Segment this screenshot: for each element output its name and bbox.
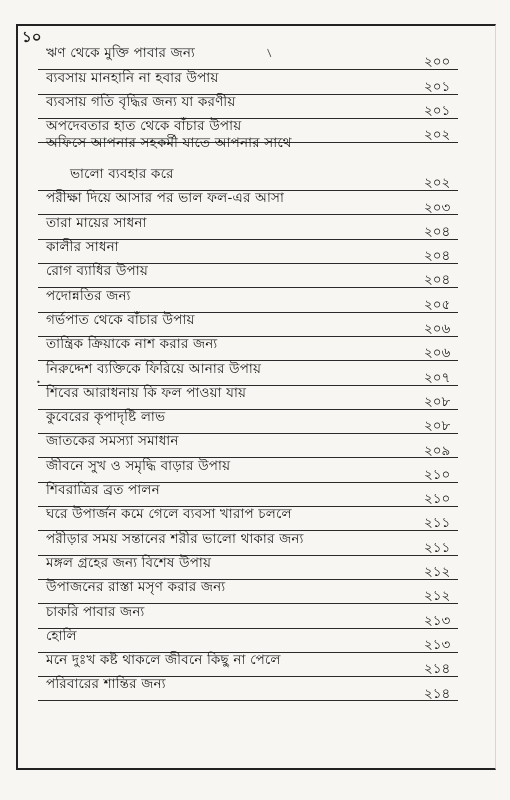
- toc-entry-title: [46, 649, 281, 672]
- ink-dot: •: [36, 378, 41, 387]
- toc-entry-title-line: মনে দুঃখ কষ্ট থাকলে জীবনে কিছু না পেলে: [46, 652, 281, 669]
- toc-entry-title-line: জীবনে সুখ ও সমৃদ্ধি বাড়ার উপায়: [46, 457, 231, 474]
- toc-entry-title-line: নিরুদ্দেশ ব্যক্তিকে ফিরিয়ে আনার উপায়: [46, 360, 262, 377]
- toc-entry-title-line: উপাজনের রাস্তা মসৃণ করার জন্য: [46, 579, 226, 596]
- toc-entry-title-line: কুবেরের কৃপাদৃষ্টি লাভ: [46, 409, 166, 426]
- pen-mark: /: [264, 48, 275, 59]
- toc-entry-title: [46, 309, 195, 332]
- toc-entry-title: [46, 187, 284, 210]
- toc-entry-page: ২১৩: [424, 612, 451, 629]
- toc-entry-page: ২০৫: [424, 296, 451, 313]
- page-number: ১০: [22, 28, 42, 46]
- toc-entry-page: ২১১: [424, 515, 451, 532]
- toc-entry-page: ২০১: [424, 102, 451, 119]
- toc-entry-title-line: অপদেবতার হাত থেকে বাঁচার উপায়: [46, 118, 242, 135]
- toc-entry-page: ২১২: [424, 564, 451, 580]
- toc-entry-page: ২১০: [424, 466, 451, 483]
- toc-entry-page: ২০৮: [424, 418, 451, 435]
- toc-entry-page: ২১২: [424, 588, 451, 605]
- toc-entry-title-line: হোলি: [46, 627, 77, 644]
- toc-entry-title: [46, 236, 119, 259]
- toc-entry-title-line: ঋণ থেকে মুক্তি পাবার জন্য: [46, 45, 196, 62]
- toc-entry-title: [46, 503, 292, 526]
- toc-entry-title-line: ভালো ব্যবহার করে: [70, 166, 174, 183]
- toc-row: [38, 604, 458, 628]
- toc-entry-page: ২০৪: [424, 223, 451, 240]
- toc-entry-page: ২১৩: [424, 636, 451, 653]
- toc-entry-title-line: কালীর সাধনা: [46, 239, 119, 256]
- toc-entry-title-line: গর্ভপাত থেকে বাঁচার উপায়: [46, 311, 195, 328]
- toc-entry-title: [46, 576, 225, 599]
- toc-entry-title: [46, 285, 131, 308]
- toc-entry-page: ২১৪: [424, 661, 451, 678]
- toc-entry-page: ২০০: [424, 54, 451, 71]
- toc-entry-title: [46, 67, 219, 90]
- toc-entry-title-line: তান্ত্রিক ক্রিয়াকে নাশ করার জন্য: [46, 336, 218, 353]
- toc-entry-title: [46, 42, 195, 65]
- toc-entry-title: [46, 382, 246, 405]
- toc-entry-title: [46, 333, 217, 356]
- toc-entry-page: ২০৬: [424, 321, 451, 337]
- toc-entry-page: ২০৯: [424, 442, 451, 459]
- toc-entry-title: [46, 601, 145, 624]
- toc-entry-title-line: জাতকের সমস্যা সমাধান: [46, 433, 179, 450]
- toc-entry-title: [46, 212, 147, 235]
- toc-entry-title: [46, 406, 165, 429]
- toc-entry-page: ২০৭: [424, 369, 451, 386]
- toc-entry-title-line: শিবের আরাধনায় কি ফল পাওয়া যায়: [46, 384, 247, 401]
- toc-entry-title-line: চাকরি পাবার জন্য: [46, 603, 145, 620]
- toc-entry-title-line: অফিসে আপনার সহকর্মী যাতে আপনার সাথে: [46, 135, 292, 152]
- toc-entry-page: ২১৪: [424, 685, 451, 702]
- toc-entry-page: ২০১: [424, 78, 451, 95]
- toc-entry-title: [46, 91, 236, 114]
- toc-entry-title: [46, 552, 211, 575]
- toc-entry-title: [46, 528, 304, 551]
- toc-entry-title-line: ব্যবসায় গতি বৃদ্ধির জন্য যা করণীয়: [46, 93, 236, 110]
- toc-entry-page: ২০৩: [424, 199, 451, 216]
- toc-entry-page: ২০২: [424, 127, 451, 144]
- toc-entry-title-line: শিবরাত্রির ব্রত পালন: [46, 482, 160, 499]
- toc-row: [38, 677, 458, 701]
- toc-entry-title-line: পরিবারের শান্তির জন্য: [46, 676, 166, 693]
- toc-entry-title: [46, 132, 292, 186]
- toc-entry-title: [46, 455, 230, 478]
- toc-entry-title: [46, 625, 77, 648]
- toc-entry-title: [46, 673, 166, 696]
- toc-entry-title-line: তারা মায়ের সাধনা: [46, 214, 147, 231]
- toc-entry-title: [46, 260, 148, 283]
- toc-entry-page: ২০২: [424, 175, 451, 192]
- toc-entry-title-line: পরীড়ার সময় সন্তানের শরীর ভালো থাকার জন্য: [46, 530, 304, 547]
- toc-entry-page: ২০৪: [424, 248, 451, 265]
- toc-entry-page: ২১০: [424, 491, 451, 508]
- toc-entry-title-line: ঘরে উপার্জন কমে গেলে ব্যবসা খারাপ চললে: [46, 506, 292, 523]
- toc-entry-page: ২০৮: [424, 393, 451, 410]
- toc-entry-title: [46, 358, 261, 381]
- toc-entry-title-line: পরীক্ষা দিয়ে আসার পর ভাল ফল-এর আসা: [46, 190, 285, 207]
- toc-entry-title: [46, 430, 179, 453]
- toc-entry-title-line: ব্যবসায় মানহানি না হবার উপায়: [46, 69, 219, 86]
- toc-entry-title-line: পদোন্নতির জন্য: [46, 287, 131, 304]
- toc-entry-page: ২১১: [424, 539, 451, 556]
- toc-entry-title: [46, 479, 160, 502]
- toc-entry-title-line: মঙ্গল গ্রহের জন্য বিশেষ উপায়: [46, 554, 212, 571]
- toc-entry-page: ২০৬: [424, 345, 451, 362]
- toc-entry-page: ২০৪: [424, 272, 451, 289]
- toc-entry-title-line: রোগ ব্যাধির উপায়: [46, 263, 148, 280]
